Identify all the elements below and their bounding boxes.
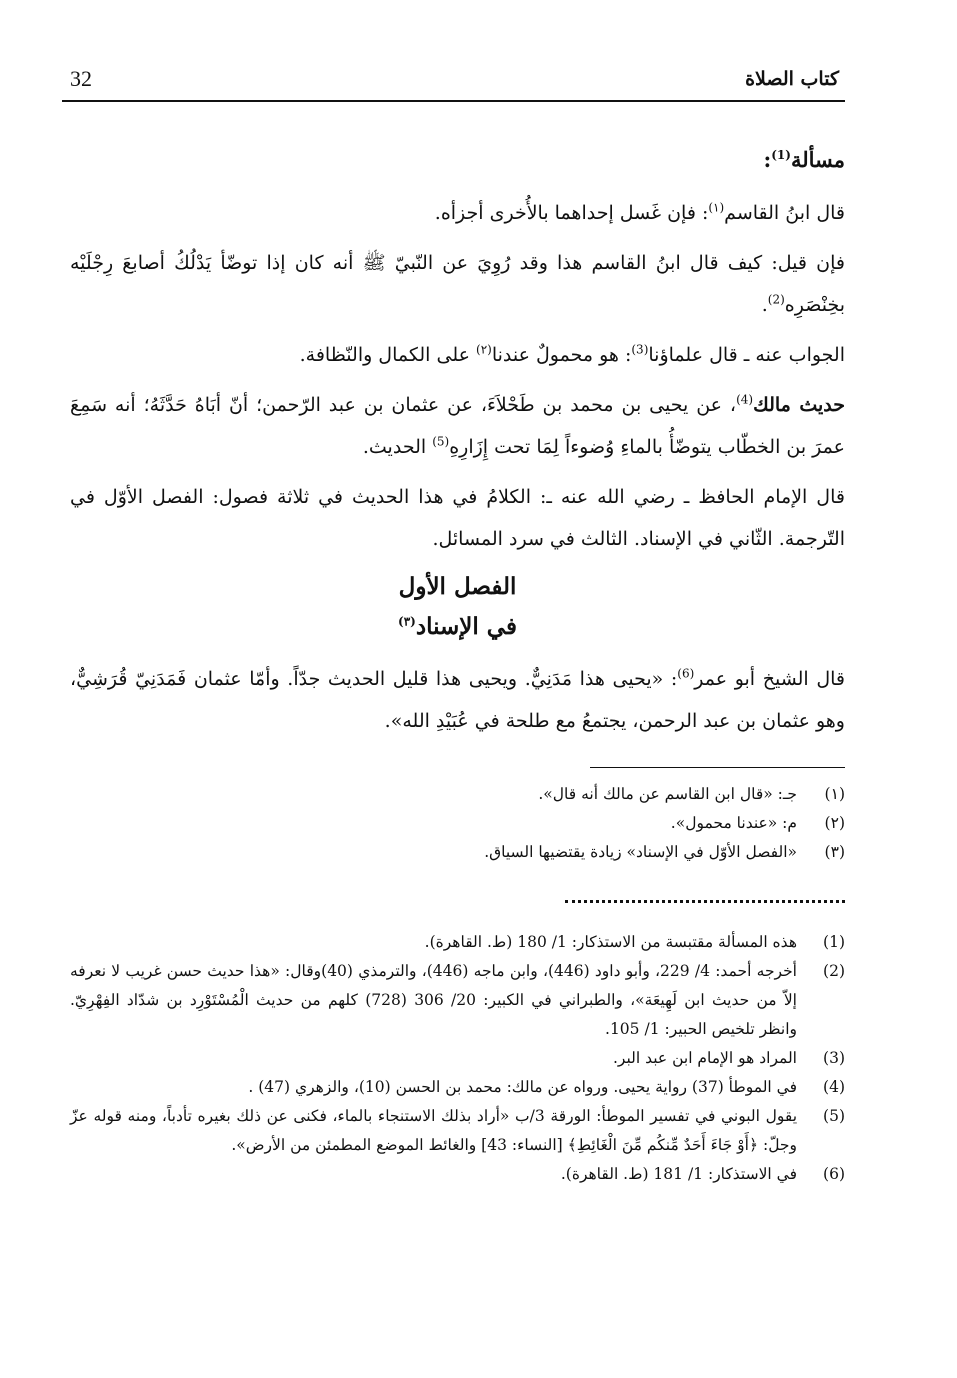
footnotes <box>70 928 845 1189</box>
paragraph-abu-umar: قال الشيخ أبو عمر$^{(6)}$: «يحيى هذا مَدَنِيٌّ. ويحيى هذا قليل الحديث جدّاً. وأمّا عثمان فَمَدَنِيّ قُرَشِيٌّ، وهو عثمان بن عبد الرحمن، يجتمعُ مع طلحة في عُبَيْدِ الله». <box>70 666 845 732</box>
footnote: (2) أخرجه أحمد: 4/ 229، وأبو داود (446)، وابن ماجه (446)، والترمذي (40)وقال: «هذا حديث حسن غريب لا نعرفه إلاّ من حديث ابن لَهِيعَة»، والطبراني في الكبير: 20/ 306 (728) كلهم من حديث الْمُسْتَوْرِد بن شدّاد الفِهْرِيّ. وانظر تلخيص الحبير: 1/ 105. <box>70 962 845 1038</box>
footnote: (6) في الاستذكار: 1/ 181 (ط. القاهرة). <box>560 1165 845 1183</box>
variant-note: (٣) «الفصل الأوّل في الإسناد» زيادة يقتضيها السياق. <box>484 843 845 861</box>
paragraph-objection: فإن قيل: كيف قال ابنُ القاسم هذا وقد رُوِيَ عن النّبيّ ﷺ أنه كان إذا توضّأ يَدْلُكُ أصابعَ رِجْلَيْه بخِنْصَرِه$^{(2)}$. <box>70 252 845 316</box>
page-header <box>62 62 845 102</box>
footnote-separator-dots <box>565 900 845 903</box>
variant-note: (٢) م: «عندنا محمول». <box>670 814 845 832</box>
page-number: 32 <box>70 66 92 91</box>
footnote: (4) في الموطأ (37) رواية يحيى. ورواه عن مالك: محمد بن الحسن (10)، والزهري (47) . <box>248 1078 845 1096</box>
section-title: الفصل الأول <box>398 573 517 600</box>
main-text <box>70 140 845 750</box>
section-subtitle: في الإسناد$^{(٣)}$ <box>398 613 517 640</box>
running-title: كتاب الصلاة <box>745 68 839 90</box>
masala-heading: مسألة$^{(1)}$: <box>763 147 845 172</box>
paragraph-ibn-alqasim: قال ابنُ القاسم$^{(١)}$: فإن غَسل إحداهما بالأُخرى أجزأه. <box>434 200 845 224</box>
footnote-rule <box>590 767 845 768</box>
paragraph-answer: الجواب عنه ـ قال علماؤنا$^{(3)}$: هو محمولٌ عندنا$^{(٢)}$ على الكمال والنّظافة. <box>299 342 845 366</box>
paragraph-imam-hafiz: قال الإمام الحافظ ـ رضي الله عنه ـ: الكلامُ في هذا الحديث في ثلاثة فصول: الفصل الأوّل في التّرجمة. الثّاني في الإسناد. الثالث في سرد المسائل. <box>70 486 845 550</box>
footnote: (5) يقول البوني في تفسير الموطأ: الورقة 3/ب «أراد بذلك الاستنجاء بالماء، فكنى عن ذلك بغيره تأدباً، ومنه قوله عزّ وجلّ: ﴿أَوْ جَاءَ أَحَدٌ مِّنكُم مِّنَ الْغَائِطِ﴾ [النساء: 43] والغائط الموضع المطمئن من الأرض». <box>70 1107 845 1154</box>
footnote: (1) هذه المسألة مقتبسة من الاستذكار: 1/ 180 (ط. القاهرة). <box>424 933 845 951</box>
paragraph-hadith-malik: حديث مالك$^{(4)}$، عن يحيى بن محمد بن طَحْلاَءَ، عن عثمان بن عبد الرّحمن؛ أنّ أبَاهُ حَدَّثَهُ؛ أنه سَمِعَ عمرَ بن الخطّاب يتوضّأُ بالماءِ وُضوءاً لِمَا تحت إِزَارِهِ$^{(5)}$ الحديث. <box>70 392 845 458</box>
variant-note: (١) جـ: «قال ابن القاسم عن مالك أنه قال». <box>538 785 845 803</box>
variant-notes <box>70 780 845 867</box>
footnote: (3) المراد هو الإمام ابن عبد البر. <box>612 1049 845 1067</box>
